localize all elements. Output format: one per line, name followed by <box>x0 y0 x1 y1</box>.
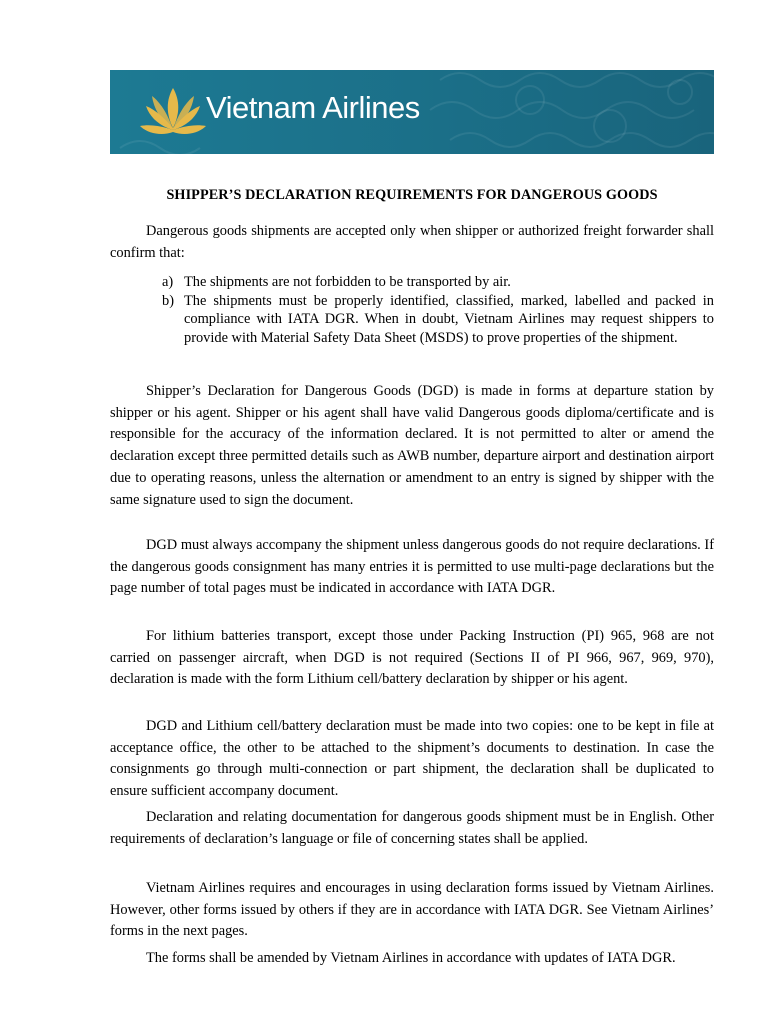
list-item <box>162 292 714 348</box>
list-item-text: The shipments are not forbidden to be transported by air. <box>184 274 511 290</box>
paragraph-dgd-accompany: DGD must always accompany the shipment unless dangerous goods do not require declarations. If the dangerous goods consignment has many entries it is permitted to use multi-page declarations but the page number of total pages must be indicated in accordance with IATA DGR. <box>110 537 714 597</box>
header-banner <box>110 70 714 154</box>
paragraph-copies: DGD and Lithium cell/battery declaration must be made into two copies: one to be kept in file at acceptance office, the other to be attached to the shipment’s documents to destination. In case the consignments go through multi-connection or part shipment, the declaration shall be duplicated to ensure sufficient accompany document. <box>110 718 714 800</box>
list-item-text: The shipments must be properly identified, classified, marked, labelled and packed in compliance with IATA DGR. When in doubt, Vietnam Airlines may request shippers to provide with Material Safety Data Sheet (MSDS) to prove properties of the shipment. <box>184 292 714 346</box>
paragraph-lithium: For lithium batteries transport, except those under Packing Instruction (PI) 965, 968 are not carried on passenger aircraft, when DGD is not required (Sections II of PI 966, 967, 969, 970), declaration is made with the form Lithium cell/battery declaration by shipper or his agent. <box>110 628 714 688</box>
conditions-list <box>162 273 714 347</box>
intro-paragraph: Dangerous goods shipments are accepted only when shipper or authorized freight forwarder shall confirm that: <box>110 223 714 261</box>
document-title: SHIPPER’S DECLARATION REQUIREMENTS FOR DANGEROUS GOODS <box>166 187 658 203</box>
paragraph-dgd-forms: Shipper’s Declaration for Dangerous Goods (DGD) is made in forms at departure station by shipper or his agent. Shipper or his agent shall have valid Dangerous goods diploma/certificate and is responsible for the accuracy of the information declared. It is not permitted to alter or amend the declaration except three permitted details such as AWB number, departure airport and destination airport due to operating reasons, unless the alternation or amendment to an entry is signed by shipper with the same signature used to sign the document. <box>110 383 714 508</box>
lotus-icon <box>138 84 208 140</box>
list-marker: a) <box>162 274 174 290</box>
list-marker: b) <box>162 292 174 309</box>
paragraph-forms: Vietnam Airlines requires and encourages in using declaration forms issued by Vietnam Airlines. However, other forms issued by others if they are in accordance with IATA DGR. See Vietnam Airlines’ forms in the next pages. <box>110 880 714 940</box>
list-item <box>162 273 714 292</box>
brand-name[interactable]: Vietnam Airlines <box>206 90 420 125</box>
paragraph-language: Declaration and relating documentation for dangerous goods shipment must be in English. Other requirements of declaration’s language or file of concerning states shall be applied. <box>110 809 714 847</box>
paragraph-amendments: The forms shall be amended by Vietnam Airlines in accordance with updates of IATA DGR. <box>146 950 676 966</box>
